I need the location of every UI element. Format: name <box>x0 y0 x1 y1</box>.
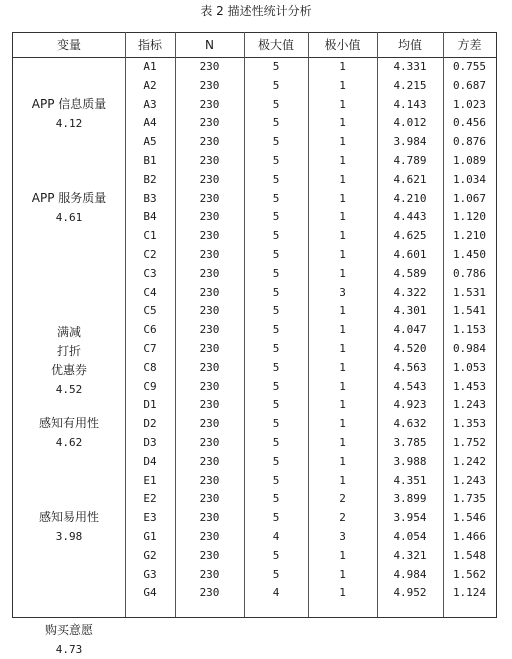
mean-cell: 4.215 <box>393 78 427 92</box>
n-cell: 230 <box>199 116 220 130</box>
variance-cell: 0.755 <box>452 60 487 73</box>
variable-name: 感知易用性 <box>38 510 99 524</box>
table-row <box>13 490 496 509</box>
n-cell: 230 <box>199 379 220 393</box>
variable-score: 3.98 <box>55 530 83 543</box>
n-cell: 230 <box>199 304 220 318</box>
max-cell: 5 <box>272 342 280 355</box>
n-cell: 230 <box>199 172 220 186</box>
mean-cell: 4.789 <box>393 154 427 167</box>
n-cell: 230 <box>199 511 220 525</box>
indicator-cell: C8 <box>143 360 157 374</box>
variable-name: 满减 <box>56 325 81 339</box>
table-body <box>13 58 496 656</box>
min-cell: 1 <box>339 191 346 205</box>
mean-cell: 3.954 <box>393 511 427 525</box>
mean-cell: 4.210 <box>393 191 427 205</box>
indicator-cell: D1 <box>143 398 157 412</box>
variable-group-label <box>13 508 125 546</box>
mean-cell: 3.984 <box>393 135 427 149</box>
max-cell: 5 <box>272 492 280 506</box>
table-row <box>13 284 496 303</box>
max-cell: 5 <box>272 511 280 525</box>
variance-cell: 1.089 <box>452 154 487 167</box>
n-cell: 230 <box>199 210 220 224</box>
variable-group-label <box>13 323 125 399</box>
min-cell: 1 <box>339 304 346 318</box>
n-cell: 230 <box>199 191 220 205</box>
variable-score: 4.62 <box>55 436 83 449</box>
indicator-cell: A1 <box>143 60 157 73</box>
mean-cell: 4.520 <box>393 342 427 355</box>
max-cell: 5 <box>272 436 280 449</box>
indicator-cell: B2 <box>143 172 157 186</box>
variable-group-label <box>13 189 125 227</box>
table-row <box>13 547 496 566</box>
mean-cell: 4.923 <box>393 398 427 412</box>
table-row <box>13 227 496 246</box>
max-cell: 5 <box>272 229 280 243</box>
min-cell: 1 <box>339 586 346 600</box>
indicator-cell: D3 <box>143 436 157 449</box>
n-cell: 230 <box>199 436 220 449</box>
mean-cell: 4.322 <box>393 285 427 299</box>
variance-cell: 0.456 <box>452 116 487 130</box>
variable-group-label <box>13 621 125 659</box>
variable-name: APP 服务质量 <box>31 191 107 205</box>
header-variable: 变量 <box>56 38 81 52</box>
indicator-cell: G3 <box>143 567 157 581</box>
max-cell: 5 <box>272 454 280 468</box>
variance-cell: 1.124 <box>452 586 487 600</box>
table-row <box>13 396 496 415</box>
variance-cell: 1.153 <box>452 323 487 337</box>
min-cell: 1 <box>339 548 346 562</box>
indicator-cell: D4 <box>143 454 157 468</box>
indicator-cell: D2 <box>143 417 157 431</box>
variance-cell: 1.120 <box>452 210 487 224</box>
header-indicator: 指标 <box>137 38 162 52</box>
max-cell: 5 <box>272 417 280 431</box>
indicator-cell: C4 <box>143 285 157 299</box>
mean-cell: 4.331 <box>393 60 427 73</box>
table-row <box>13 584 496 603</box>
max-cell: 5 <box>272 548 280 562</box>
indicator-cell: C5 <box>143 304 157 318</box>
min-cell: 1 <box>339 323 346 337</box>
n-cell: 230 <box>199 567 220 581</box>
n-cell: 230 <box>199 60 220 73</box>
variance-cell: 1.752 <box>452 436 487 449</box>
variable-name: APP 信息质量 <box>31 97 107 111</box>
n-cell: 230 <box>199 360 220 374</box>
table-row <box>13 58 496 77</box>
variance-cell: 1.210 <box>452 229 487 243</box>
variance-cell: 1.053 <box>452 360 487 374</box>
indicator-cell: G4 <box>143 586 157 600</box>
n-cell: 230 <box>199 586 220 600</box>
min-cell: 1 <box>339 210 346 224</box>
n-cell: 230 <box>199 530 220 543</box>
min-cell: 1 <box>339 266 346 280</box>
variable-score: 4.73 <box>55 643 83 656</box>
variable-score: 4.52 <box>55 383 83 396</box>
n-cell: 230 <box>199 548 220 562</box>
mean-cell: 4.047 <box>393 323 427 337</box>
variance-cell: 1.243 <box>452 398 487 412</box>
mean-cell: 4.543 <box>393 379 427 393</box>
min-cell: 1 <box>339 342 346 355</box>
n-cell: 230 <box>199 473 220 487</box>
table-caption: 表 2 描述性统计分析 <box>200 4 312 18</box>
table-row <box>13 566 496 585</box>
min-cell: 1 <box>339 398 346 412</box>
variance-cell: 1.466 <box>452 530 487 543</box>
n-cell: 230 <box>199 285 220 299</box>
variance-cell: 1.067 <box>452 191 487 205</box>
max-cell: 5 <box>272 473 280 487</box>
variable-name: 购买意愿 <box>44 623 93 637</box>
n-cell: 230 <box>199 135 220 149</box>
max-cell: 5 <box>272 154 280 167</box>
variance-cell: 1.531 <box>452 285 487 299</box>
mean-cell: 4.625 <box>393 229 427 243</box>
mean-cell: 4.054 <box>393 530 427 543</box>
min-cell: 1 <box>339 454 346 468</box>
max-cell: 5 <box>272 285 280 299</box>
header-min: 极小值 <box>324 38 361 52</box>
min-cell: 1 <box>339 360 346 374</box>
table-header <box>13 32 496 58</box>
indicator-cell: C6 <box>143 323 157 337</box>
max-cell: 5 <box>272 78 280 92</box>
indicator-cell: A5 <box>143 135 157 149</box>
n-cell: 230 <box>199 78 220 92</box>
table-row <box>13 265 496 284</box>
max-cell: 5 <box>272 398 280 412</box>
min-cell: 1 <box>339 229 346 243</box>
mean-cell: 4.984 <box>393 567 427 581</box>
max-cell: 5 <box>272 210 280 224</box>
variance-cell: 0.786 <box>452 266 487 280</box>
indicator-cell: E1 <box>143 473 157 487</box>
indicator-cell: B4 <box>143 210 157 224</box>
n-cell: 230 <box>199 492 220 506</box>
header-variance: 方差 <box>457 38 482 52</box>
min-cell: 1 <box>339 379 346 393</box>
mean-cell: 4.952 <box>393 586 427 600</box>
n-cell: 230 <box>199 417 220 431</box>
min-cell: 2 <box>339 511 346 525</box>
mean-cell: 4.321 <box>393 548 427 562</box>
max-cell: 4 <box>272 586 280 600</box>
max-cell: 5 <box>272 116 280 130</box>
min-cell: 1 <box>339 78 346 92</box>
n-cell: 230 <box>199 266 220 280</box>
indicator-cell: G1 <box>143 530 157 543</box>
mean-cell: 4.589 <box>393 266 427 280</box>
n-cell: 230 <box>199 229 220 243</box>
indicator-cell: A3 <box>143 97 157 111</box>
variance-cell: 1.453 <box>452 379 487 393</box>
indicator-cell: B1 <box>143 154 157 167</box>
mean-cell: 4.351 <box>393 473 427 487</box>
indicator-cell: G2 <box>143 548 157 562</box>
min-cell: 1 <box>339 567 346 581</box>
mean-cell: 4.143 <box>393 97 427 111</box>
n-cell: 230 <box>199 342 220 355</box>
table-row <box>13 246 496 265</box>
indicator-cell: C3 <box>143 266 157 280</box>
table-row <box>13 302 496 321</box>
n-cell: 230 <box>199 323 220 337</box>
variance-cell: 0.984 <box>452 342 487 355</box>
min-cell: 1 <box>339 60 346 73</box>
min-cell: 1 <box>339 116 346 130</box>
variance-cell: 1.548 <box>452 548 487 562</box>
variance-cell: 0.876 <box>452 135 487 149</box>
mean-cell: 4.601 <box>393 248 427 261</box>
variance-cell: 1.541 <box>452 304 487 318</box>
indicator-cell: A4 <box>143 116 157 130</box>
indicator-cell: E2 <box>143 492 157 506</box>
max-cell: 5 <box>272 266 280 280</box>
min-cell: 1 <box>339 473 346 487</box>
max-cell: 4 <box>272 530 280 543</box>
min-cell: 1 <box>339 417 346 431</box>
mean-cell: 4.563 <box>393 360 427 374</box>
mean-cell: 4.443 <box>393 210 427 224</box>
header-mean: 均值 <box>397 38 422 52</box>
max-cell: 5 <box>272 323 280 337</box>
table-row <box>13 171 496 190</box>
mean-cell: 4.012 <box>393 116 427 130</box>
table-row <box>13 453 496 472</box>
max-cell: 5 <box>272 304 280 318</box>
max-cell: 5 <box>272 97 280 111</box>
indicator-cell: C9 <box>143 379 157 393</box>
n-cell: 230 <box>199 454 220 468</box>
variable-name: 优惠券 <box>50 363 87 377</box>
indicator-cell: A2 <box>143 78 157 92</box>
min-cell: 2 <box>339 492 346 506</box>
max-cell: 5 <box>272 567 280 581</box>
max-cell: 5 <box>272 135 280 149</box>
n-cell: 230 <box>199 97 220 111</box>
statistics-table <box>12 32 497 656</box>
max-cell: 5 <box>272 360 280 374</box>
mean-cell: 3.988 <box>393 454 427 468</box>
variable-score: 4.61 <box>55 211 83 224</box>
variance-cell: 1.562 <box>452 567 487 581</box>
mean-cell: 4.301 <box>393 304 427 318</box>
variable-name: 感知有用性 <box>38 416 99 430</box>
max-cell: 5 <box>272 248 280 261</box>
table-row <box>13 152 496 171</box>
n-cell: 230 <box>199 154 220 167</box>
mean-cell: 3.785 <box>393 436 427 449</box>
header-max: 极大值 <box>257 38 294 52</box>
mean-cell: 4.621 <box>393 172 427 186</box>
min-cell: 1 <box>339 172 346 186</box>
mean-cell: 4.632 <box>393 417 427 431</box>
max-cell: 5 <box>272 191 280 205</box>
variance-cell: 1.353 <box>452 417 487 431</box>
variable-score: 4.12 <box>55 117 83 130</box>
min-cell: 1 <box>339 154 346 167</box>
n-cell: 230 <box>199 248 220 261</box>
table-row <box>13 472 496 491</box>
variance-cell: 1.034 <box>452 172 487 186</box>
max-cell: 5 <box>272 172 280 186</box>
variable-group-label <box>13 95 125 133</box>
variance-cell: 1.023 <box>452 97 487 111</box>
variable-group-label <box>13 414 125 452</box>
variance-cell: 1.450 <box>452 248 487 261</box>
indicator-cell: E3 <box>143 511 157 525</box>
mean-cell: 3.899 <box>393 492 427 506</box>
min-cell: 1 <box>339 436 346 449</box>
header-n: N <box>205 38 214 52</box>
indicator-cell: C2 <box>143 248 157 261</box>
variance-cell: 1.242 <box>452 454 487 468</box>
variance-cell: 1.735 <box>452 492 487 506</box>
variance-cell: 1.546 <box>452 511 487 525</box>
variance-cell: 0.687 <box>452 78 487 92</box>
max-cell: 5 <box>272 60 280 73</box>
min-cell: 1 <box>339 135 346 149</box>
min-cell: 1 <box>339 248 346 261</box>
indicator-cell: C1 <box>143 229 157 243</box>
min-cell: 1 <box>339 97 346 111</box>
max-cell: 5 <box>272 379 280 393</box>
min-cell: 3 <box>339 285 346 299</box>
indicator-cell: B3 <box>143 191 157 205</box>
n-cell: 230 <box>199 398 220 412</box>
variance-cell: 1.243 <box>452 473 487 487</box>
table-row <box>13 77 496 96</box>
min-cell: 3 <box>339 530 346 543</box>
table-row <box>13 133 496 152</box>
indicator-cell: C7 <box>143 342 157 355</box>
variable-name: 打折 <box>56 344 81 358</box>
